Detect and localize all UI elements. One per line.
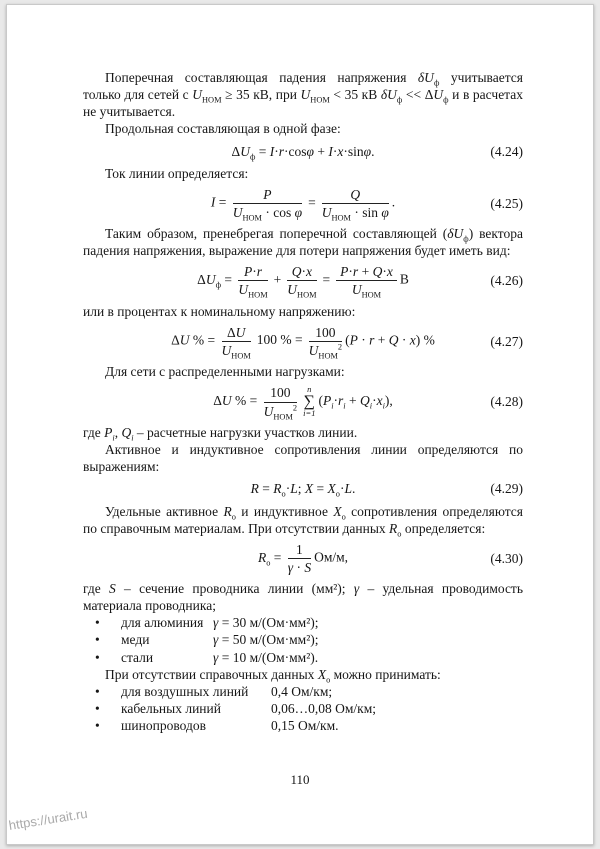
bullet-icon: • [95, 615, 100, 631]
equation-lhs: ΔU % = [213, 393, 261, 409]
paragraph-neglecting-transverse: Таким образом, пренебрегая поперечной составляющей $(\delta U_ф)$ вектора падения напряжения, выражение для потери напряжения будет иметь вид: [83, 226, 523, 259]
list-item-label: кабельных линий [121, 701, 221, 717]
formula-row-4-30 [83, 542, 523, 575]
bullet-icon: • [95, 649, 100, 665]
mid-expression: 100 % = [256, 332, 303, 348]
list-item-busways [83, 717, 523, 734]
xo-values-list [83, 683, 523, 734]
equation-tail: (P · r + Q · x) % [345, 332, 435, 348]
formula-row-4-27 [83, 324, 523, 361]
fraction [263, 385, 298, 422]
fraction [238, 264, 268, 301]
formula-row-4-26 [83, 264, 523, 301]
denominator: $U_{НОМ}$ [238, 282, 268, 301]
equals-sign: = [308, 194, 316, 210]
equation-number-4-25: (4.25) [490, 195, 523, 211]
list-item-value: γ = 30 м/(Ом·мм²); [213, 615, 319, 631]
numerator: P·r + Q·x [336, 264, 397, 281]
equation-number-4-29: (4.29) [490, 481, 523, 497]
list-item-value: 0,4 Ом/км; [271, 683, 333, 699]
bullet-icon: • [95, 632, 100, 648]
list-item-label: шинопроводов [121, 718, 206, 734]
list-item-cable-lines [83, 700, 523, 717]
equation-tail: $(P_i\cdot r_i + Q_i\cdot x_i)$, [318, 393, 393, 411]
numerator: 1 [288, 542, 311, 559]
equation-lhs: I = [210, 194, 230, 210]
denominator: $U_{НОМ}$ [351, 282, 382, 301]
unit-label: Ом/м, [314, 549, 349, 565]
list-item-label: стали [121, 649, 154, 665]
numerator: P·r [238, 264, 267, 281]
equation-lhs: ΔU % = [171, 332, 219, 348]
list-item-overhead-lines [83, 683, 523, 700]
page-content [7, 5, 593, 734]
paragraph-distributed-loads-intro: Для сети с распределенными нагрузками: [105, 363, 345, 379]
formula-row-4-24 [83, 143, 523, 160]
bullet-icon: • [95, 701, 100, 717]
bullet-icon: • [95, 718, 100, 734]
fraction [308, 324, 343, 361]
fraction [287, 264, 317, 301]
list-item-steel [83, 649, 523, 666]
denominator: $U_{НОМ}$ [221, 342, 251, 361]
paragraph-longitudinal-intro: Продольная составляющая в одной фазе: [105, 121, 341, 137]
unit-label: В [399, 272, 409, 288]
formula-row-4-25 [83, 186, 523, 223]
list-item-label: для воздушных линий [121, 683, 249, 699]
paragraph-line-current-intro: Ток линии определяется: [105, 165, 249, 181]
list-item-aluminum [83, 614, 523, 631]
fraction [288, 542, 311, 575]
gamma-values-list [83, 614, 523, 665]
plus-sign: + [273, 272, 282, 288]
equation-4-27 [135, 324, 471, 361]
numerator: Q [322, 187, 389, 204]
equation-number-4-24: (4.24) [490, 143, 523, 159]
denominator: $U_{НОМ}^2$ [308, 342, 343, 361]
fraction [221, 324, 251, 361]
numerator: 100 [264, 385, 297, 402]
summation-lower-limit: i=1 [303, 408, 316, 419]
equation-4-25 [135, 186, 471, 223]
summation-upper-limit: n [307, 384, 312, 395]
watermark-urait: https://urait.ru [7, 805, 89, 833]
bullet-icon: • [95, 683, 100, 699]
list-item-value: γ = 10 м/(Ом·мм²). [213, 649, 319, 665]
equation-lhs: $R_о$ = [257, 549, 285, 568]
equation-4-24: $\Delta U_ф = I\cdot r\cdot\cos\varphi + I\cdot x\cdot\sin\varphi$. [231, 143, 375, 162]
paragraph-resistance-intro: Активное и индуктивное сопротивления линии определяются по выражениям: [83, 442, 523, 475]
equation-end: . [391, 194, 396, 210]
paragraph-where-conductor: где S – сечение проводника линии (мм²); γ – удельная проводимость материала проводника; [83, 581, 523, 614]
sigma-icon: ∑ [303, 392, 315, 410]
numerator: Q·x [287, 264, 316, 281]
fraction [336, 264, 397, 301]
equation-lhs: $\Delta U_ф$ = [197, 272, 236, 290]
equation-4-30 [135, 542, 471, 575]
denominator: γ · S [287, 559, 312, 575]
fraction [232, 186, 303, 223]
equals-sign: = [322, 272, 331, 288]
numerator: P [233, 187, 302, 204]
equation-4-29: $R = R_о\cdot L$; $X = X_о\cdot L$. [250, 481, 356, 500]
paragraph-percent-intro: или в процентах к номинальному напряжению: [83, 303, 356, 319]
equation-number-4-30: (4.30) [490, 550, 523, 566]
summation-symbol [303, 385, 315, 419]
denominator: $U_{НОМ} \cdot \cos \varphi$ [232, 204, 303, 223]
fraction [321, 186, 389, 223]
list-item-value: 0,15 Ом/км. [271, 718, 339, 734]
equation-4-26 [135, 264, 471, 301]
equation-number-4-27: (4.27) [490, 333, 523, 349]
page-number: 110 [290, 772, 310, 787]
paragraph-transverse-component: Поперечная составляющая падения напряжения $\delta U_ф$ учитывается только для сетей с $U_{НОМ} \ge 35$ кВ, при $U_{НОМ} < 35$ кВ $\delta U_ф << \Delta U_ф$ и в расчетах не учитывается. [83, 70, 524, 120]
denominator: $U_{НОМ}$ [287, 282, 317, 301]
list-item-value: γ = 50 м/(Ом·мм²); [213, 632, 319, 648]
book-page [6, 4, 594, 845]
equation-number-4-26: (4.26) [490, 273, 523, 289]
numerator: 100 [309, 325, 342, 342]
list-item-copper [83, 631, 523, 648]
list-item-value: 0,06…0,08 Ом/км; [271, 701, 377, 717]
list-item-label: для алюминия [121, 615, 204, 631]
formula-row-4-28 [83, 384, 523, 422]
paragraph-specific-resistance: Удельные активное $R_о$ и индуктивное $X_о$ сопротивления определяются по справочным материалам. При отсутствии данных $R_о$ определяется: [83, 503, 524, 539]
list-item-label: меди [121, 632, 150, 648]
denominator: $U_{НОМ} \cdot \sin \varphi$ [321, 204, 389, 223]
denominator: $U_{НОМ}^2$ [263, 403, 298, 422]
equation-number-4-28: (4.28) [490, 394, 523, 410]
equation-4-28 [135, 384, 471, 422]
numerator: ΔU [222, 325, 251, 342]
paragraph-where-loads: где $P_i$, $Q_i$ – расчетные нагрузки участков линии. [83, 424, 358, 443]
formula-row-4-29 [83, 480, 523, 500]
paragraph-xo-intro: При отсутствии справочных данных $Х_о$ можно принимать: [105, 666, 441, 685]
